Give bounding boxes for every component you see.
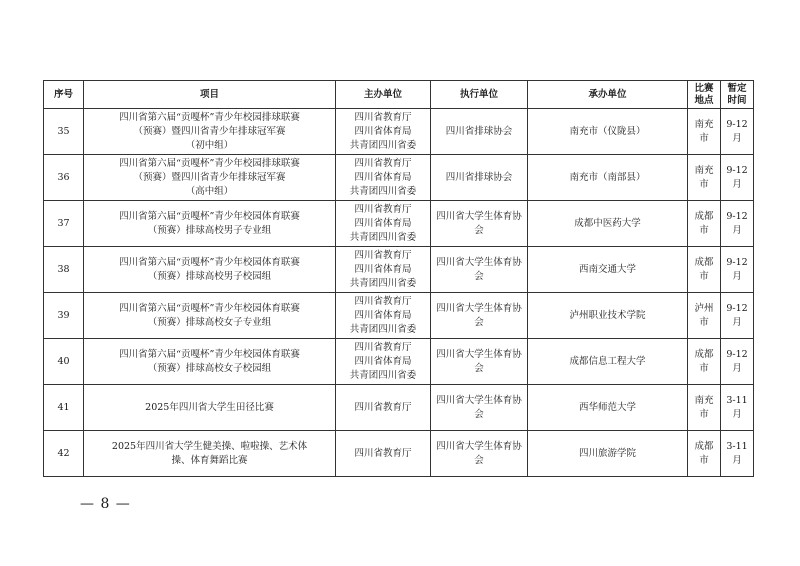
cell-host-line: 四川省体育局 xyxy=(354,217,412,229)
cell-project xyxy=(84,385,336,431)
cell-location: 成都市 xyxy=(688,247,721,293)
cell-location: 泸州市 xyxy=(688,293,721,339)
table-row xyxy=(44,431,754,477)
table-row xyxy=(44,385,754,431)
cell-project-line: 四川省第六届“贡嘎杯”青少年校园体育联赛 xyxy=(119,210,300,222)
table-row xyxy=(44,155,754,201)
cell-host-line: 四川省体育局 xyxy=(354,171,412,183)
cell-project xyxy=(84,293,336,339)
cell-project-line: 四川省第六届“贡嘎杯”青少年校园排球联赛 xyxy=(119,111,300,123)
header-undertaker: 承办单位 xyxy=(528,81,688,109)
cell-undertaker: 西南交通大学 xyxy=(528,247,688,293)
cell-host-line: 四川省教育厅 xyxy=(354,341,412,353)
cell-project-line: （初中组） xyxy=(185,139,234,151)
cell-time: 9-12月 xyxy=(721,339,754,385)
cell-seq: 39 xyxy=(44,293,84,339)
cell-seq: 35 xyxy=(44,109,84,155)
header-location: 比赛地点 xyxy=(688,81,721,109)
competition-schedule-table xyxy=(43,80,754,477)
cell-project xyxy=(84,431,336,477)
cell-executor: 四川省大学生体育协会 xyxy=(431,247,528,293)
cell-host-line: 共青团四川省委 xyxy=(349,139,417,151)
table-row xyxy=(44,247,754,293)
cell-host-line: 四川省教育厅 xyxy=(354,203,412,215)
cell-project-line: （高中组） xyxy=(185,185,234,197)
cell-project xyxy=(84,201,336,247)
table-row xyxy=(44,339,754,385)
cell-project-line: 操、体育舞蹈比赛 xyxy=(171,454,248,466)
cell-seq: 41 xyxy=(44,385,84,431)
cell-undertaker: 成都中医药大学 xyxy=(528,201,688,247)
cell-host xyxy=(336,201,431,247)
cell-host-line: 共青团四川省委 xyxy=(349,185,417,197)
header-executor: 执行单位 xyxy=(431,81,528,109)
table-header-row xyxy=(44,81,754,109)
cell-host-line: 四川省教育厅 xyxy=(354,295,412,307)
cell-executor: 四川省大学生体育协会 xyxy=(431,293,528,339)
cell-host-line: 共青团四川省委 xyxy=(349,231,417,243)
cell-host-line: 四川省教育厅 xyxy=(354,401,412,413)
cell-project-line: （预赛）暨四川省青少年排球冠军赛 xyxy=(133,125,286,137)
cell-time: 9-12月 xyxy=(721,109,754,155)
cell-time: 3-11月 xyxy=(721,385,754,431)
cell-project-line: （预赛）排球高校男子校园组 xyxy=(147,270,272,282)
cell-undertaker: 南充市（南部县） xyxy=(528,155,688,201)
header-seq: 序号 xyxy=(44,81,84,109)
cell-host xyxy=(336,385,431,431)
table-row xyxy=(44,293,754,339)
cell-undertaker: 成都信息工程大学 xyxy=(528,339,688,385)
cell-location: 南充市 xyxy=(688,109,721,155)
cell-project-line: （预赛）排球高校女子校园组 xyxy=(147,362,272,374)
table-row xyxy=(44,109,754,155)
page-number: — 8 — xyxy=(80,496,131,512)
cell-undertaker: 泸州职业技术学院 xyxy=(528,293,688,339)
cell-project-line: 四川省第六届“贡嘎杯”青少年校园体育联赛 xyxy=(119,302,300,314)
cell-project-line: 四川省第六届“贡嘎杯”青少年校园体育联赛 xyxy=(119,256,300,268)
table-row xyxy=(44,201,754,247)
cell-host-line: 共青团四川省委 xyxy=(349,277,417,289)
cell-executor: 四川省大学生体育协会 xyxy=(431,201,528,247)
cell-location: 成都市 xyxy=(688,339,721,385)
cell-host-line: 共青团四川省委 xyxy=(349,369,417,381)
header-time: 暂定时间 xyxy=(721,81,754,109)
cell-time: 9-12月 xyxy=(721,201,754,247)
cell-time: 9-12月 xyxy=(721,293,754,339)
cell-project-line: （预赛）排球高校男子专业组 xyxy=(147,224,272,236)
cell-host-line: 四川省体育局 xyxy=(354,309,412,321)
cell-host-line: 四川省体育局 xyxy=(354,355,412,367)
cell-project-line: 2025年四川省大学生健美操、啦啦操、艺术体 xyxy=(111,440,308,452)
cell-host-line: 四川省教育厅 xyxy=(354,157,412,169)
cell-project xyxy=(84,247,336,293)
cell-seq: 38 xyxy=(44,247,84,293)
cell-project-line: 2025年四川省大学生田径比赛 xyxy=(145,401,274,413)
header-project: 项目 xyxy=(84,81,336,109)
cell-host-line: 四川省教育厅 xyxy=(354,249,412,261)
cell-location: 成都市 xyxy=(688,431,721,477)
cell-seq: 42 xyxy=(44,431,84,477)
cell-host-line: 四川省教育厅 xyxy=(354,447,412,459)
cell-host-line: 四川省体育局 xyxy=(354,125,412,137)
cell-location: 南充市 xyxy=(688,385,721,431)
cell-time: 9-12月 xyxy=(721,155,754,201)
cell-project-line: 四川省第六届“贡嘎杯”青少年校园体育联赛 xyxy=(119,348,300,360)
cell-executor: 四川省排球协会 xyxy=(431,109,528,155)
cell-host xyxy=(336,109,431,155)
cell-host-line: 四川省教育厅 xyxy=(354,111,412,123)
cell-host xyxy=(336,339,431,385)
cell-undertaker: 四川旅游学院 xyxy=(528,431,688,477)
cell-undertaker: 南充市（仪陇县） xyxy=(528,109,688,155)
cell-project-line: （预赛）暨四川省青少年排球冠军赛 xyxy=(133,171,286,183)
cell-project xyxy=(84,155,336,201)
cell-host-line: 四川省体育局 xyxy=(354,263,412,275)
cell-seq: 40 xyxy=(44,339,84,385)
cell-executor: 四川省大学生体育协会 xyxy=(431,385,528,431)
cell-executor: 四川省大学生体育协会 xyxy=(431,339,528,385)
cell-host-line: 共青团四川省委 xyxy=(349,323,417,335)
cell-location: 成都市 xyxy=(688,201,721,247)
cell-location: 南充市 xyxy=(688,155,721,201)
cell-project-line: （预赛）排球高校女子专业组 xyxy=(147,316,272,328)
cell-project xyxy=(84,109,336,155)
header-host: 主办单位 xyxy=(336,81,431,109)
table-body xyxy=(44,109,754,477)
cell-project-line: 四川省第六届“贡嘎杯”青少年校园排球联赛 xyxy=(119,157,300,169)
cell-host xyxy=(336,247,431,293)
cell-project xyxy=(84,339,336,385)
cell-seq: 37 xyxy=(44,201,84,247)
cell-host xyxy=(336,155,431,201)
cell-host xyxy=(336,293,431,339)
cell-time: 3-11月 xyxy=(721,431,754,477)
cell-host xyxy=(336,431,431,477)
cell-executor: 四川省排球协会 xyxy=(431,155,528,201)
cell-time: 9-12月 xyxy=(721,247,754,293)
cell-undertaker: 西华师范大学 xyxy=(528,385,688,431)
cell-seq: 36 xyxy=(44,155,84,201)
cell-executor: 四川省大学生体育协会 xyxy=(431,431,528,477)
